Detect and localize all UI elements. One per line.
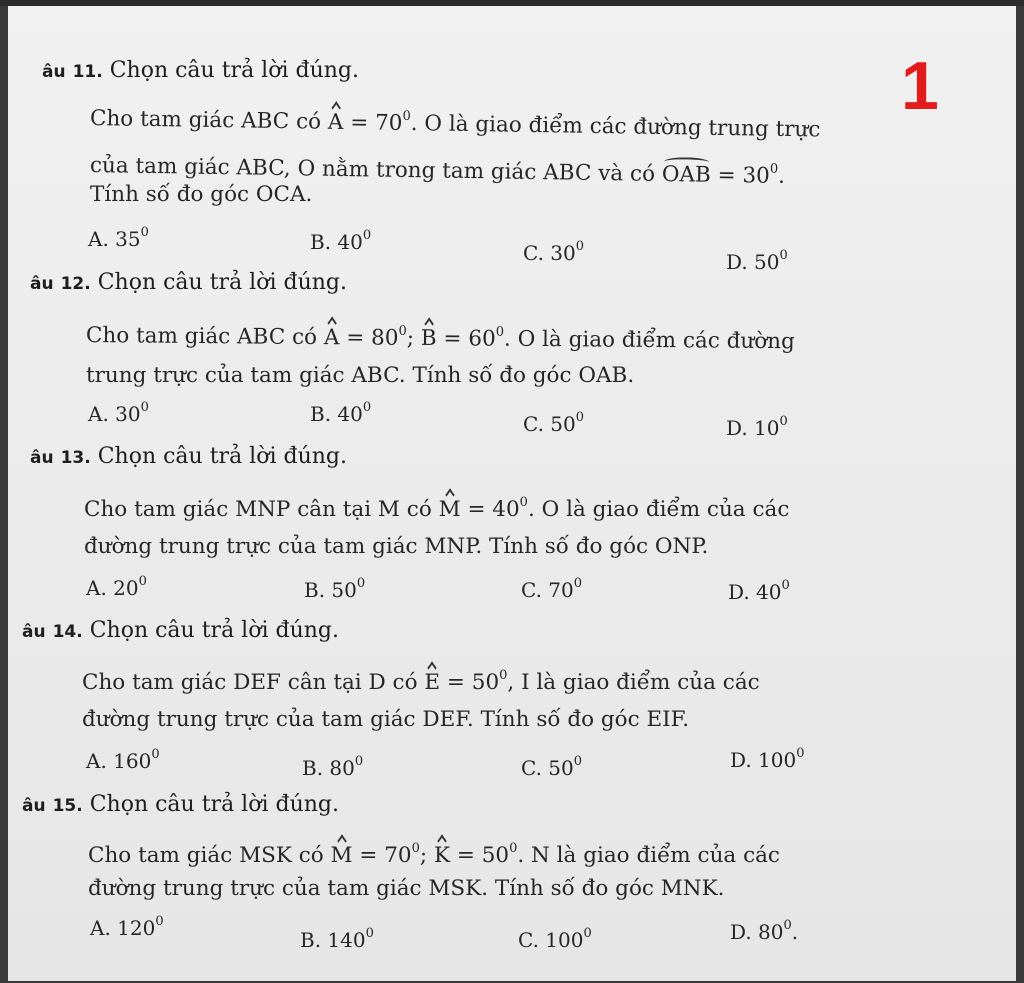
text: Cho tam giác MSK có (88, 843, 331, 868)
question-label: âu (42, 62, 66, 82)
angle-hat: A (324, 321, 340, 351)
question-14-line-1 (82, 666, 760, 696)
question-15-option-d (730, 920, 798, 944)
degree-mark: 0 (362, 400, 372, 416)
question-14-option-a (86, 749, 160, 773)
page-number: 1 (901, 48, 939, 124)
text: = 50 (450, 843, 510, 868)
option-text: C. 50 (521, 756, 574, 780)
option-text: D. 50 (726, 250, 780, 274)
degree-mark: 0 (362, 228, 372, 244)
question-11-option-b (310, 230, 371, 254)
exam-page (8, 6, 1016, 981)
question-label: âu (22, 796, 46, 816)
text: đường trung trực của tam giác MNP. Tính số đo góc ONP. (84, 534, 709, 559)
question-number: 12. (60, 274, 91, 294)
degree-mark: 0 (499, 667, 508, 683)
question-number: 14. (52, 622, 83, 642)
angle-hat: K (434, 839, 450, 869)
text: = 70 (343, 109, 403, 136)
degree-mark: 0 (573, 576, 583, 592)
question-12-option-a (88, 402, 149, 426)
degree-mark: 0 (783, 918, 792, 934)
option-text: C. 30 (523, 241, 576, 265)
text: ; (406, 325, 421, 351)
text: = 60 (436, 326, 496, 352)
option-text: A. 20 (86, 576, 139, 600)
degree-mark: 0 (398, 323, 407, 339)
text: = 30 (710, 162, 771, 189)
option-suffix: . (791, 920, 799, 944)
option-text: A. 120 (90, 916, 156, 940)
question-11-line-3 (90, 182, 312, 208)
question-number: 11. (72, 62, 103, 82)
degree-mark: 0 (583, 926, 592, 942)
text: đường trung trực của tam giác MSK. Tính số đo góc MNK. (88, 876, 725, 901)
question-13-header (30, 444, 347, 470)
degree-mark: 0 (796, 746, 805, 762)
text: Cho tam giác DEF cân tại D có (82, 670, 425, 695)
option-text: C. 100 (518, 928, 584, 952)
text: Cho tam giác MNP cân tại M có (84, 497, 439, 522)
degree-mark: 0 (779, 248, 788, 264)
option-text: D. 10 (726, 416, 780, 440)
text: trung trực của tam giác ABC. Tính số đo góc OAB. (86, 363, 635, 388)
degree-mark: 0 (140, 400, 149, 416)
question-15-line-2 (88, 876, 725, 902)
question-13-line-1 (84, 493, 789, 523)
option-text: D. 40 (728, 580, 782, 604)
question-number: 13. (60, 448, 91, 468)
angle-hat: E (424, 666, 440, 696)
question-12-line-1 (86, 319, 795, 355)
text: = 40 (460, 497, 520, 522)
question-title: Chọn câu trả lời đúng. (97, 270, 347, 295)
option-text: B. 140 (300, 928, 366, 952)
text: đường trung trực của tam giác DEF. Tính số đo góc EIF. (82, 707, 690, 732)
question-13-option-c (521, 578, 582, 602)
text: = 50 (440, 670, 500, 695)
degree-mark: 0 (356, 576, 366, 592)
question-12-header (30, 270, 347, 296)
option-text: B. 80 (302, 756, 355, 780)
option-text: B. 40 (310, 230, 363, 254)
question-15-header (22, 792, 339, 818)
option-text: D. 100 (730, 748, 797, 772)
question-12-option-d (726, 416, 788, 440)
angle-hat: B (421, 322, 437, 352)
text: . N là giao điểm của các (517, 843, 780, 868)
text: . O là giao điểm các đường (503, 326, 795, 355)
question-14-line-2 (82, 707, 689, 733)
text: của tam giác ABC, O nằm trong tam giác ABC và có (89, 153, 663, 187)
question-14-option-c (521, 756, 582, 780)
text: Cho tam giác ABC có (85, 323, 325, 351)
question-13-line-2 (84, 534, 708, 560)
degree-mark: 0 (411, 840, 420, 856)
question-11-header (42, 58, 359, 84)
degree-mark: 0 (354, 754, 364, 770)
degree-mark: 0 (155, 914, 164, 930)
question-title: Chọn câu trả lời đúng. (97, 444, 347, 469)
question-12-line-2 (86, 363, 634, 389)
question-13-option-d (728, 580, 790, 604)
question-12-option-c (523, 412, 584, 436)
question-number: 15. (52, 796, 83, 816)
text: ; (419, 843, 434, 868)
question-15-option-b (300, 928, 374, 952)
angle-hat: M (439, 493, 461, 523)
question-14-option-b (302, 756, 363, 780)
question-11-option-a (88, 227, 149, 251)
question-13-option-a (86, 576, 147, 600)
option-text: A. 160 (86, 749, 152, 773)
text: Tính số đo góc OCA. (90, 182, 313, 207)
question-title: Chọn câu trả lời đúng. (89, 792, 339, 817)
degree-mark: 0 (509, 840, 518, 856)
angle-hat: M (331, 839, 353, 869)
question-14-header (22, 618, 339, 644)
question-11-option-d (726, 250, 788, 274)
option-text: C. 70 (521, 578, 574, 602)
degree-mark: 0 (365, 926, 374, 942)
question-15-line-1 (88, 839, 780, 869)
question-12-option-b (310, 402, 371, 426)
question-11-line-1 (90, 102, 821, 143)
question-14-option-d (730, 748, 805, 772)
text: . O là giao điểm của các (527, 497, 790, 522)
option-text: C. 50 (523, 412, 576, 436)
angle-hat: A (328, 106, 344, 136)
degree-mark: 0 (573, 754, 583, 770)
degree-mark: 0 (519, 494, 528, 510)
text: . O là giao điểm các đường trung trực (410, 111, 821, 143)
degree-mark: 0 (495, 324, 505, 340)
degree-mark: 0 (781, 578, 790, 594)
question-13-option-b (304, 578, 365, 602)
degree-mark: 0 (140, 225, 149, 241)
option-text: D. 80 (730, 920, 784, 944)
question-label: âu (30, 448, 54, 468)
degree-mark: 0 (138, 574, 147, 590)
question-label: âu (30, 274, 54, 294)
degree-mark: 0 (779, 414, 788, 430)
option-text: B. 40 (310, 402, 363, 426)
question-15-option-a (90, 916, 164, 940)
text: = 70 (352, 843, 412, 868)
degree-mark: 0 (151, 747, 160, 763)
degree-mark: 0 (402, 108, 411, 124)
degree-mark: 0 (769, 161, 779, 177)
question-15-option-c (518, 928, 592, 952)
question-title: Chọn câu trả lời đúng. (109, 58, 359, 83)
angle-arc: OAB (662, 158, 711, 189)
text: Cho tam giác ABC có (89, 106, 329, 135)
question-title: Chọn câu trả lời đúng. (89, 618, 339, 643)
question-11-option-c (523, 241, 584, 265)
degree-mark: 0 (575, 410, 585, 426)
text: = 80 (339, 325, 399, 351)
option-text: B. 50 (304, 578, 357, 602)
option-text: A. 30 (88, 402, 141, 426)
degree-mark: 0 (575, 239, 585, 255)
question-label: âu (22, 622, 46, 642)
text: , I là giao điểm của các (507, 670, 760, 695)
option-text: A. 35 (88, 227, 141, 251)
text: . (777, 163, 786, 189)
